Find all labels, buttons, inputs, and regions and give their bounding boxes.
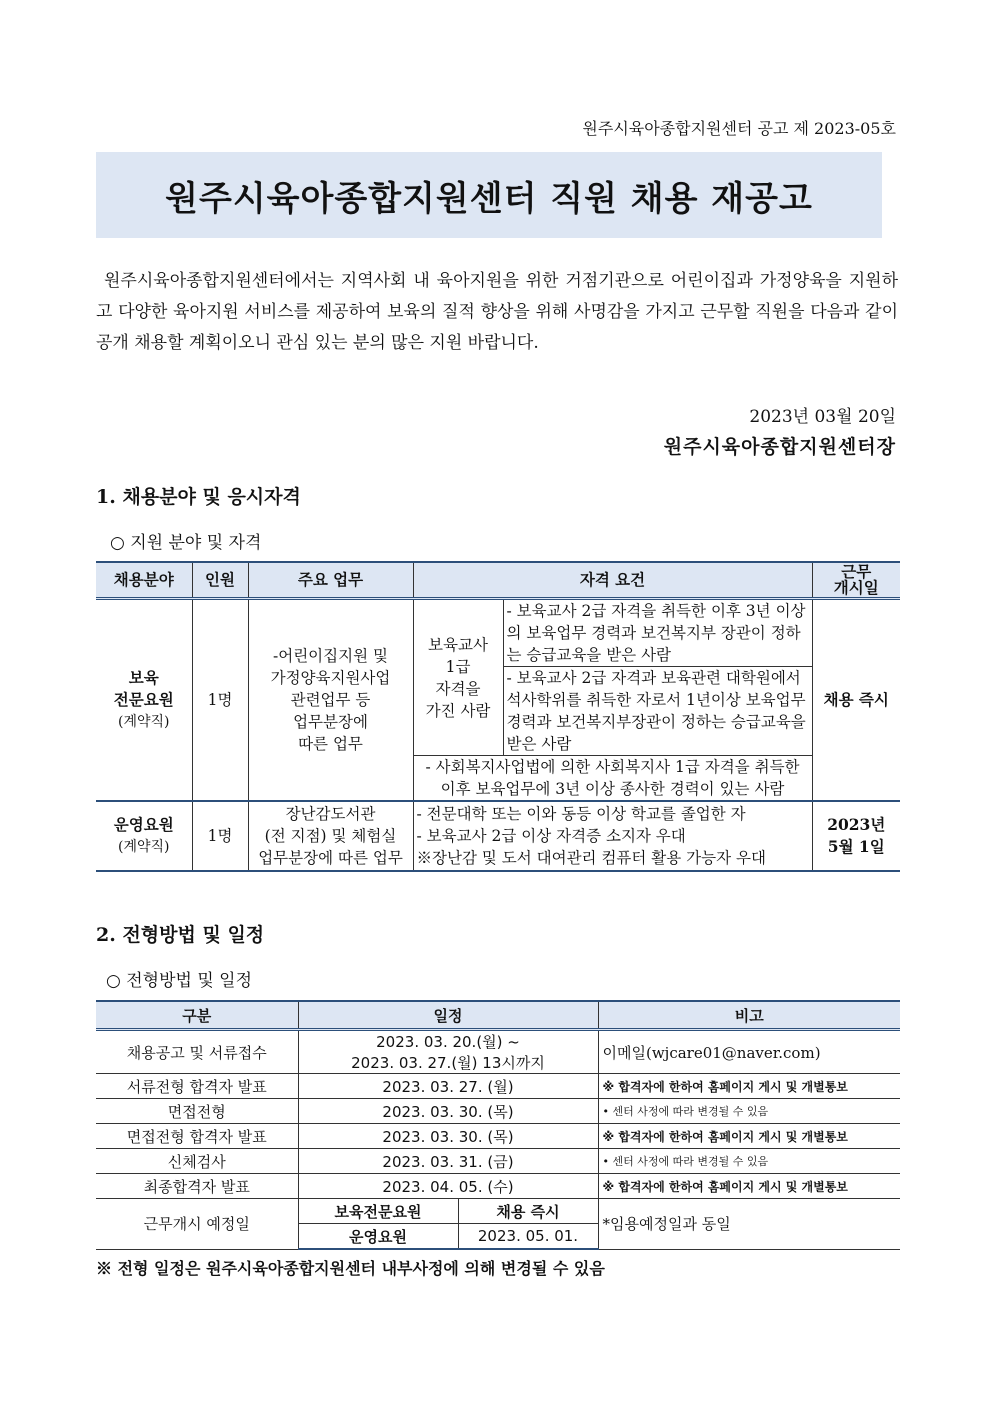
table-row	[96, 599, 900, 667]
category-cell: 채용공고 및 서류접수	[96, 1030, 298, 1074]
note-cell: • 센터 사정에 따라 변경될 수 있음	[598, 1099, 900, 1124]
table-row	[96, 801, 900, 871]
qual-a-cell: - 보육교사 2급 자격을 취득한 이후 3년 이상의 보육업무 경력과 보건복지부 장관이 정하는 승급교육을 받은 사람	[503, 599, 812, 667]
count-cell: 1명	[192, 801, 248, 871]
schedule-cell: 2023. 03. 30. (목)	[298, 1124, 598, 1149]
intro-paragraph: 원주시육아종합지원센터에서는 지역사회 내 육아지원을 위한 거점기관으로 어린이집과 가정양육을 지원하고 다양한 육아지원 서비스를 제공하여 보육의 질적 향상을 위해 사명감을 가지고 근무할 직원을 다음과 같이 공개 채용할 계획이오니 관심 있는 분의 많은 지원 바랍니다.	[96, 271, 898, 353]
header-start: 근무 개시일	[812, 562, 900, 599]
category-cell: 면접전형 합격자 발표	[96, 1124, 298, 1149]
note-cell: ※ 합격자에 한하여 홈페이지 게시 및 개별통보	[598, 1174, 900, 1199]
header-note: 비고	[598, 1001, 900, 1030]
table-row	[96, 1174, 900, 1199]
footnote: ※ 전형 일정은 원주시육아종합지원센터 내부사정에 의해 변경될 수 있음	[96, 1259, 605, 1278]
note-cell: ※ 합격자에 한하여 홈페이지 게시 및 개별통보	[598, 1124, 900, 1149]
table-row	[96, 1199, 900, 1224]
section2-subheading: ○ 전형방법 및 일정	[106, 971, 252, 991]
qual-b-cell: - 보육교사 2급 자격과 보육관련 대학원에서 석사학위를 취득한 자로서 1년이상 보육업무 경력과 보건복지부장관이 정하는 승급교육을 받은 사람	[503, 667, 812, 756]
category-cell: 최종합격자 발표	[96, 1174, 298, 1199]
recruitment-table	[96, 561, 900, 872]
header-field: 채용분야	[96, 562, 192, 599]
duties-cell: -어린이집지원 및 가정양육지원사업 관련업무 등 업무분장에 따른 업무	[248, 599, 413, 802]
section1-heading: 1. 채용분야 및 응시자격	[96, 486, 301, 508]
start-cell: 2023년 5월 1일	[812, 801, 900, 871]
schedule-table	[96, 1000, 900, 1250]
schedule-cell: 2023. 03. 27. (월)	[298, 1074, 598, 1099]
notice-number: 원주시육아종합지원센터 공고 제 2023-05호	[582, 119, 896, 138]
header-count: 인원	[192, 562, 248, 599]
header-qualification: 자격 요건	[413, 562, 812, 599]
start-b-label: 운영요원	[298, 1224, 458, 1250]
header-category: 구분	[96, 1001, 298, 1030]
page-title: 원주시육아종합지원센터 직원 채용 재공고	[165, 178, 813, 219]
header-schedule: 일정	[298, 1001, 598, 1030]
field-cell: 보육 전문요원 (계약직)	[96, 599, 192, 802]
category-cell: 서류전형 합격자 발표	[96, 1074, 298, 1099]
note-cell: *임용예정일과 동일	[598, 1199, 900, 1250]
title-banner	[96, 152, 882, 238]
table-row	[96, 1074, 900, 1099]
qual-c-cell: - 사회복지사업법에 의한 사회복지사 1급 자격을 취득한 이후 보육업무에 3년 이상 종사한 경력이 있는 사람	[413, 756, 812, 802]
start-a-value: 채용 즉시	[458, 1199, 598, 1224]
category-cell: 면접전형	[96, 1099, 298, 1124]
schedule-cell: 2023. 03. 20.(월) ~ 2023. 03. 27.(월) 13시까지	[298, 1030, 598, 1074]
header-duties: 주요 업무	[248, 562, 413, 599]
schedule-cell: 2023. 03. 31. (금)	[298, 1149, 598, 1174]
count-cell: 1명	[192, 599, 248, 802]
note-cell: ※ 합격자에 한하여 홈페이지 게시 및 개별통보	[598, 1074, 900, 1099]
start-b-value: 2023. 05. 01.	[458, 1224, 598, 1250]
email-note-cell: 이메일(wjcare01@naver.com)	[598, 1030, 900, 1074]
qual-label-cell: 보육교사 1급 자격을 가진 사람	[413, 599, 503, 756]
qual-cell: - 전문대학 또는 이와 동등 이상 학교를 졸업한 자 - 보육교사 2급 이상 자격증 소지자 우대 ※장난감 및 도서 대여관리 컴퓨터 활용 가능자 우대	[413, 801, 812, 871]
category-cell: 근무개시 예정일	[96, 1199, 298, 1250]
duties-cell: 장난감도서관 (전 지점) 및 체험실 업무분장에 따른 업무	[248, 801, 413, 871]
table-header-row	[96, 1001, 900, 1030]
field-cell: 운영요원 (계약직)	[96, 801, 192, 871]
table-row	[96, 1149, 900, 1174]
start-cell: 채용 즉시	[812, 599, 900, 802]
announcement-date: 2023년 03월 20일	[749, 407, 896, 427]
schedule-cell: 2023. 03. 30. (목)	[298, 1099, 598, 1124]
note-cell: • 센터 사정에 따라 변경될 수 있음	[598, 1149, 900, 1174]
schedule-cell: 2023. 04. 05. (수)	[298, 1174, 598, 1199]
start-a-label: 보육전문요원	[298, 1199, 458, 1224]
section1-subheading: ○ 지원 분야 및 자격	[110, 533, 262, 553]
section2-heading: 2. 전형방법 및 일정	[96, 924, 265, 946]
table-row	[96, 1030, 900, 1074]
table-row	[96, 1124, 900, 1149]
table-row	[96, 1099, 900, 1124]
organization-head: 원주시육아종합지원센터장	[663, 436, 896, 458]
table-header-row	[96, 562, 900, 599]
category-cell: 신체검사	[96, 1149, 298, 1174]
